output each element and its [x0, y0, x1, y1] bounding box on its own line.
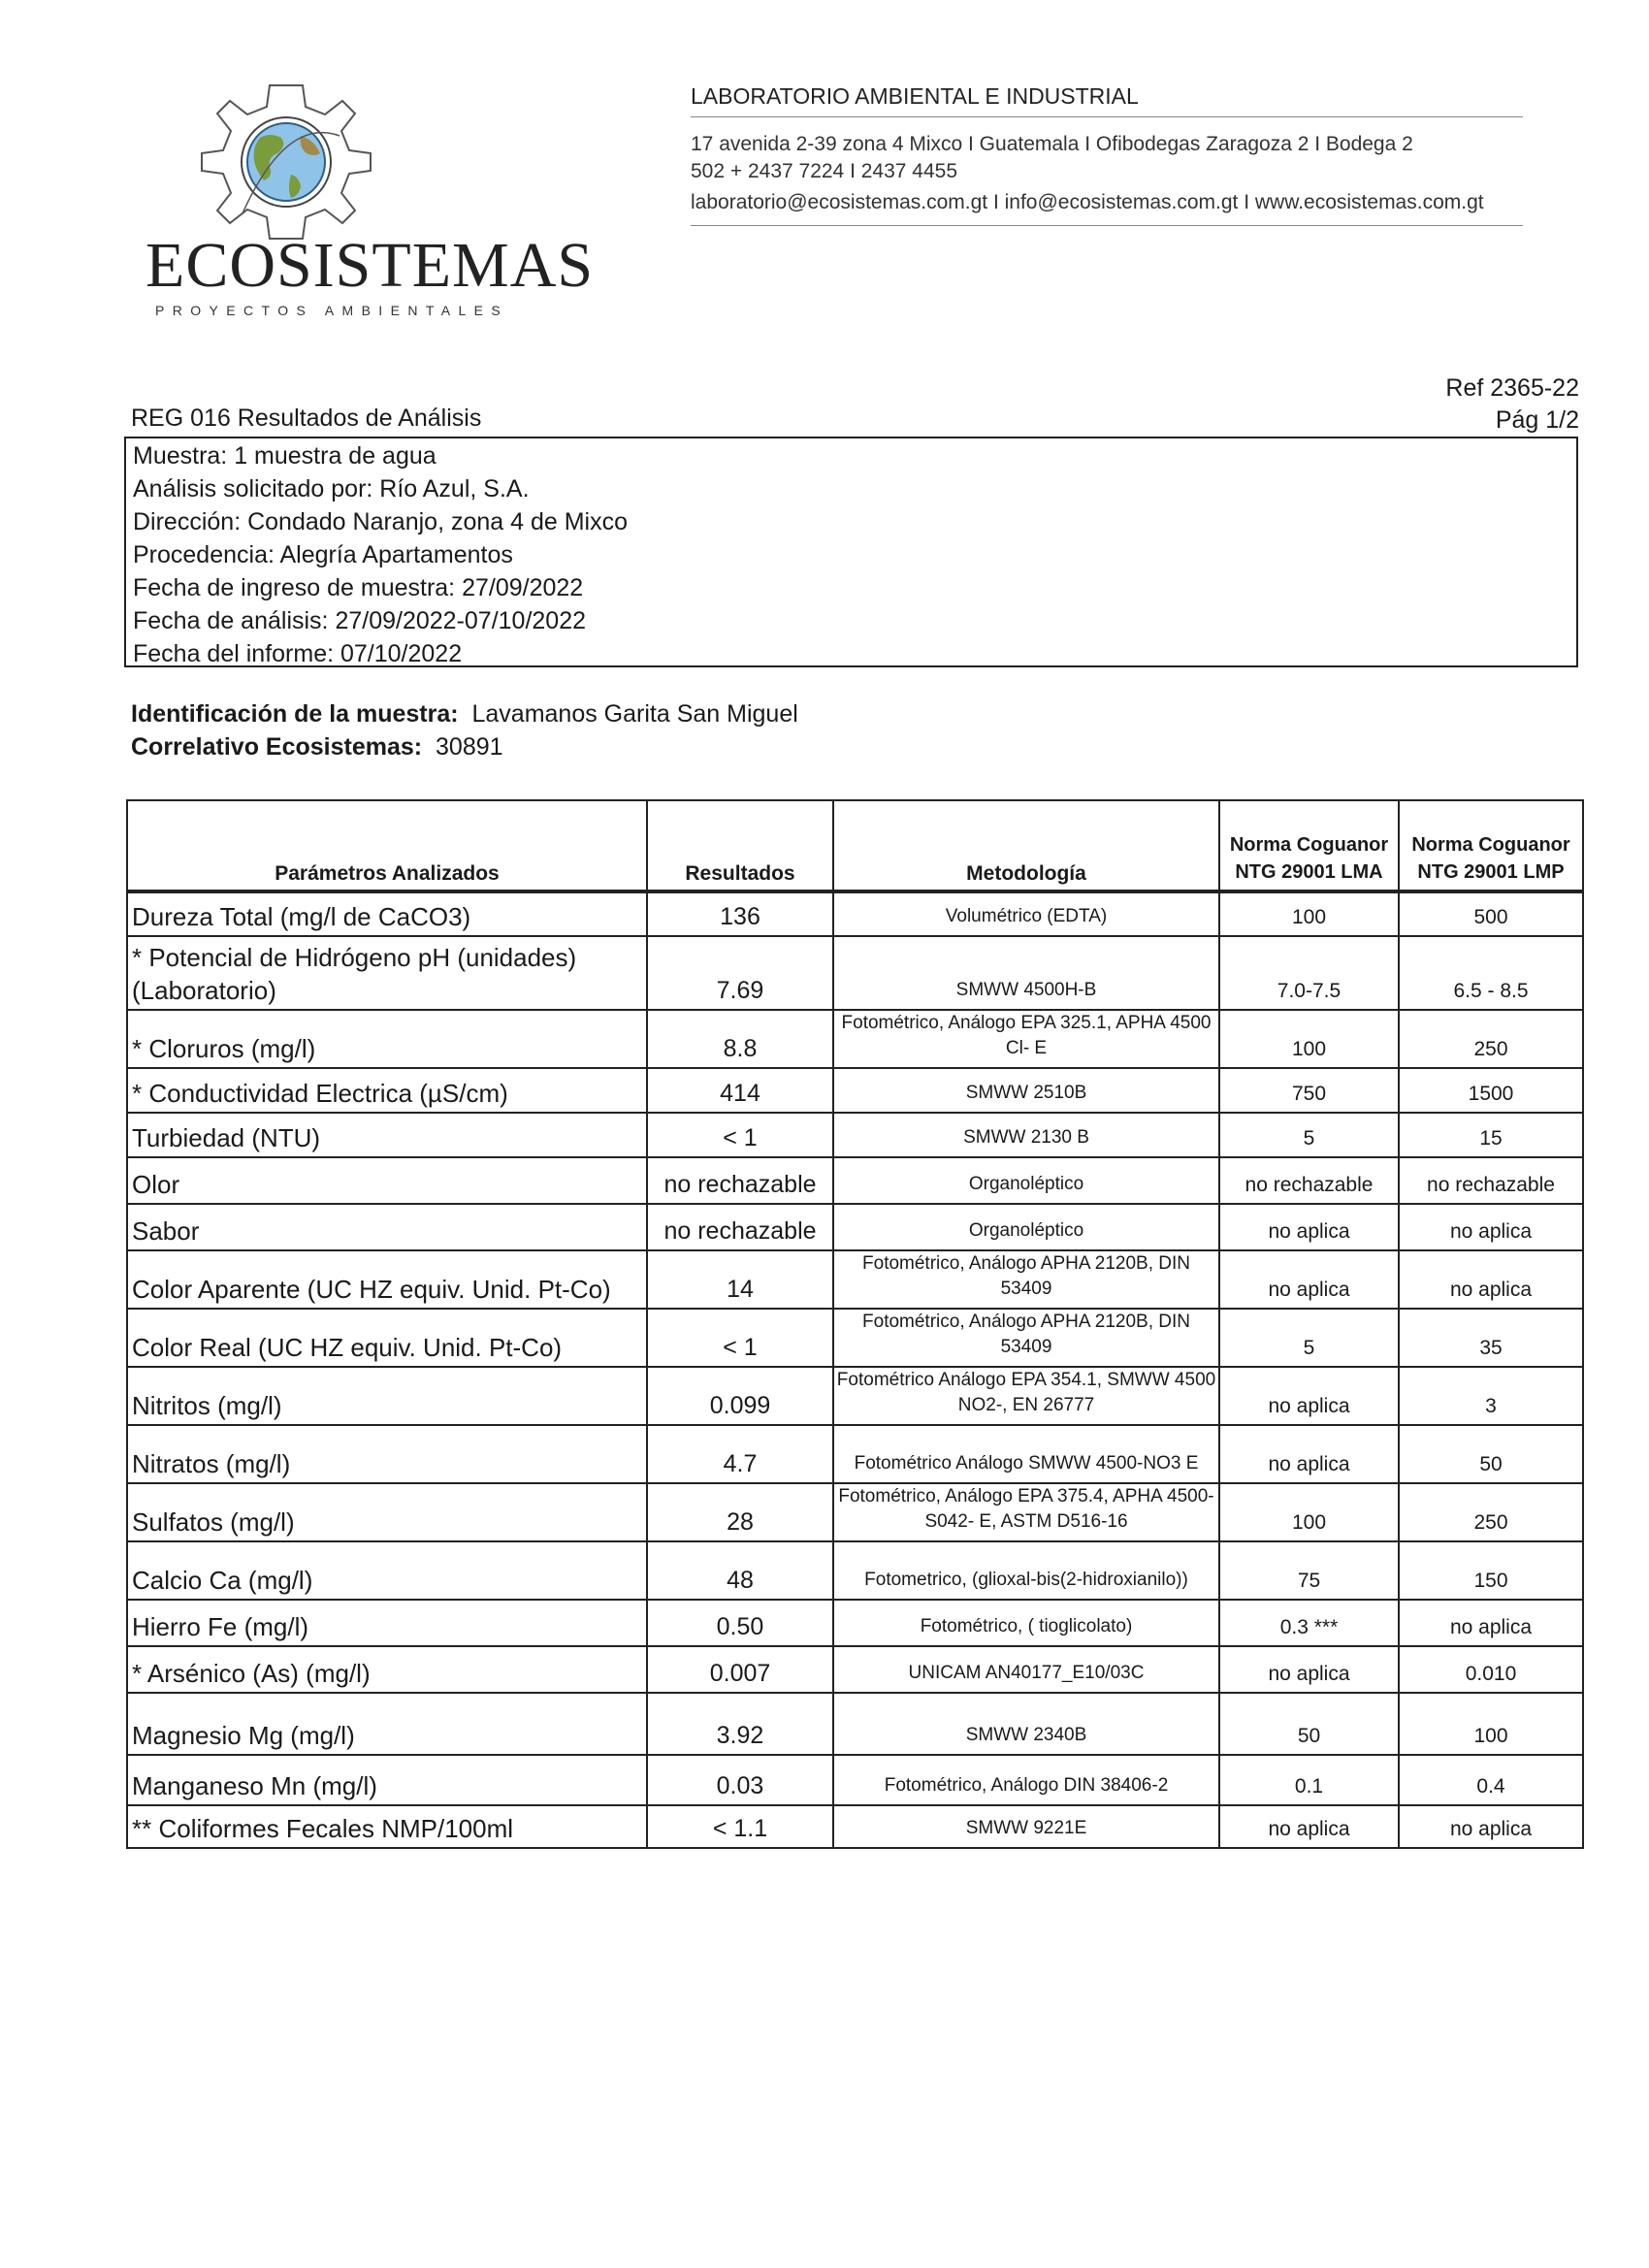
- parameter-cell: Turbiedad (NTU): [127, 1113, 647, 1157]
- table-row: [127, 1600, 1583, 1646]
- address-line: 17 avenida 2-39 zona 4 Mixco I Guatemala I Ofibodegas Zaragoza 2 I Bodega 2: [691, 133, 1413, 155]
- correlative-number: [131, 733, 503, 761]
- method-cell: Organoléptico: [833, 1204, 1219, 1250]
- header-divider: [691, 225, 1523, 226]
- table-row: [127, 1157, 1583, 1204]
- result-cell: 414: [647, 1068, 833, 1113]
- method-cell: Volumétrico (EDTA): [833, 891, 1219, 936]
- lma-cell: no aplica: [1219, 1250, 1399, 1309]
- lma-cell: 5: [1219, 1309, 1399, 1367]
- lma-cell: 0.3 ***: [1219, 1600, 1399, 1646]
- lab-title: LABORATORIO AMBIENTAL E INDUSTRIAL: [691, 83, 1139, 109]
- lma-cell: 0.1: [1219, 1755, 1399, 1805]
- lmp-cell: 1500: [1399, 1068, 1583, 1113]
- lma-cell: 100: [1219, 891, 1399, 936]
- sample-info-row: Fecha de análisis: 27/09/2022-07/10/2022: [133, 607, 587, 634]
- lmp-cell: 15: [1399, 1113, 1583, 1157]
- method-cell: Fotométrico, ( tioglicolato): [833, 1600, 1219, 1646]
- result-cell: no rechazable: [647, 1157, 833, 1204]
- sample-info-box: [124, 437, 1578, 667]
- parameter-cell: Dureza Total (mg/l de CaCO3): [127, 891, 647, 936]
- header-parameters: Parámetros Analizados: [127, 800, 647, 891]
- parameter-cell: Nitratos (mg/l): [127, 1425, 647, 1483]
- table-row: [127, 1483, 1583, 1541]
- table-row: [127, 1693, 1583, 1755]
- method-cell: SMWW 4500H-B: [833, 936, 1219, 1010]
- reference-number: Ref 2365-22: [1445, 374, 1579, 402]
- sample-info-row: Procedencia: Alegría Apartamentos: [133, 541, 513, 568]
- method-cell: SMWW 2340B: [833, 1693, 1219, 1755]
- lmp-cell: 250: [1399, 1010, 1583, 1068]
- lmp-cell: 100: [1399, 1693, 1583, 1755]
- brand-name: ECOSISTEMAS: [146, 230, 595, 301]
- sample-info-row: Muestra: 1 muestra de agua: [133, 442, 436, 470]
- lmp-cell: 3: [1399, 1367, 1583, 1425]
- result-cell: 4.7: [647, 1425, 833, 1483]
- method-cell: Fotométrico, Análogo APHA 2120B, DIN 53409: [833, 1309, 1219, 1367]
- correlative-value: 30891: [422, 733, 503, 761]
- result-cell: 3.92: [647, 1693, 833, 1755]
- result-cell: 28: [647, 1483, 833, 1541]
- parameter-cell: Hierro Fe (mg/l): [127, 1600, 647, 1646]
- table-row: [127, 1541, 1583, 1600]
- lmp-cell: no aplica: [1399, 1600, 1583, 1646]
- lmp-cell: 500: [1399, 891, 1583, 936]
- sample-info-row: Análisis solicitado por: Río Azul, S.A.: [133, 475, 530, 502]
- table-row: [127, 1425, 1583, 1483]
- table-row: [127, 1250, 1583, 1309]
- table-row: [127, 1068, 1583, 1113]
- table-row: [127, 936, 1583, 1010]
- contact-line: laboratorio@ecosistemas.com.gt I info@ecosistemas.com.gt I www.ecosistemas.com.gt: [691, 191, 1484, 213]
- method-cell: Organoléptico: [833, 1157, 1219, 1204]
- lma-cell: no aplica: [1219, 1646, 1399, 1693]
- lmp-cell: no rechazable: [1399, 1157, 1583, 1204]
- header-results: Resultados: [647, 800, 833, 891]
- table-row: [127, 1309, 1583, 1367]
- table-row: [127, 1646, 1583, 1693]
- report-title: REG 016 Resultados de Análisis: [131, 405, 482, 432]
- phone-line: 502 + 2437 7224 I 2437 4455: [691, 160, 958, 182]
- results-table: [126, 799, 1584, 1849]
- parameter-cell: ** Coliformes Fecales NMP/100ml: [127, 1805, 647, 1848]
- result-cell: 48: [647, 1541, 833, 1600]
- result-cell: 0.03: [647, 1755, 833, 1805]
- method-cell: Fotométrico, Análogo EPA 375.4, APHA 4500-S042- E, ASTM D516-16: [833, 1483, 1219, 1541]
- result-cell: no rechazable: [647, 1204, 833, 1250]
- method-cell: SMWW 2130 B: [833, 1113, 1219, 1157]
- table-row: [127, 1805, 1583, 1848]
- parameter-cell: Sabor: [127, 1204, 647, 1250]
- result-cell: < 1: [647, 1113, 833, 1157]
- result-cell: 0.099: [647, 1367, 833, 1425]
- method-cell: Fotométrico, Análogo EPA 325.1, APHA 4500 Cl- E: [833, 1010, 1219, 1068]
- parameter-cell: * Conductividad Electrica (µS/cm): [127, 1068, 647, 1113]
- table-header-row: [127, 800, 1583, 891]
- method-cell: SMWW 9221E: [833, 1805, 1219, 1848]
- header-methodology: Metodología: [833, 800, 1219, 891]
- method-cell: Fotometrico, (glioxal-bis(2-hidroxianilo)): [833, 1541, 1219, 1600]
- result-cell: 0.007: [647, 1646, 833, 1693]
- lmp-cell: 50: [1399, 1425, 1583, 1483]
- lmp-cell: 0.010: [1399, 1646, 1583, 1693]
- lma-cell: 750: [1219, 1068, 1399, 1113]
- sample-info-row: Fecha de ingreso de muestra: 27/09/2022: [133, 574, 584, 601]
- table-row: [127, 1367, 1583, 1425]
- lmp-cell: 150: [1399, 1541, 1583, 1600]
- parameter-cell: Calcio Ca (mg/l): [127, 1541, 647, 1600]
- result-cell: 8.8: [647, 1010, 833, 1068]
- lma-cell: 100: [1219, 1483, 1399, 1541]
- lmp-cell: 35: [1399, 1309, 1583, 1367]
- sample-identification-label: Identificación de la muestra:: [131, 700, 459, 728]
- lmp-cell: no aplica: [1399, 1250, 1583, 1309]
- lma-cell: 75: [1219, 1541, 1399, 1600]
- method-cell: Fotométrico Análogo EPA 354.1, SMWW 4500 NO2-, EN 26777: [833, 1367, 1219, 1425]
- parameter-cell: Manganeso Mn (mg/l): [127, 1755, 647, 1805]
- table-row: [127, 891, 1583, 936]
- header-lma: Norma Coguanor NTG 29001 LMA: [1219, 800, 1399, 891]
- result-cell: 136: [647, 891, 833, 936]
- table-row: [127, 1204, 1583, 1250]
- correlative-label: Correlativo Ecosistemas:: [131, 733, 423, 761]
- parameter-cell: Color Real (UC HZ equiv. Unid. Pt-Co): [127, 1309, 647, 1367]
- parameter-cell: * Arsénico (As) (mg/l): [127, 1646, 647, 1693]
- parameter-cell: Olor: [127, 1157, 647, 1204]
- result-cell: 14: [647, 1250, 833, 1309]
- method-cell: Fotométrico, Análogo DIN 38406-2: [833, 1755, 1219, 1805]
- lmp-cell: 6.5 - 8.5: [1399, 936, 1583, 1010]
- lma-cell: 50: [1219, 1693, 1399, 1755]
- parameter-cell: * Cloruros (mg/l): [127, 1010, 647, 1068]
- parameter-cell: * Potencial de Hidrógeno pH (unidades) (Laboratorio): [127, 936, 647, 1010]
- parameter-cell: Magnesio Mg (mg/l): [127, 1693, 647, 1755]
- result-cell: 0.50: [647, 1600, 833, 1646]
- table-row: [127, 1113, 1583, 1157]
- lmp-cell: no aplica: [1399, 1204, 1583, 1250]
- page-number: Pág 1/2: [1495, 406, 1579, 434]
- lma-cell: no aplica: [1219, 1805, 1399, 1848]
- lma-cell: 100: [1219, 1010, 1399, 1068]
- sample-identification-value: Lavamanos Garita San Miguel: [458, 700, 798, 728]
- method-cell: UNICAM AN40177_E10/03C: [833, 1646, 1219, 1693]
- result-cell: < 1: [647, 1309, 833, 1367]
- lma-cell: no rechazable: [1219, 1157, 1399, 1204]
- lmp-cell: 250: [1399, 1483, 1583, 1541]
- sample-info-row: Dirección: Condado Naranjo, zona 4 de Mixco: [133, 508, 628, 535]
- header-lmp: Norma Coguanor NTG 29001 LMP: [1399, 800, 1583, 891]
- header-divider: [691, 116, 1523, 117]
- parameter-cell: Color Aparente (UC HZ equiv. Unid. Pt-Co): [127, 1250, 647, 1309]
- table-row: [127, 1010, 1583, 1068]
- sample-info-row: Fecha del informe: 07/10/2022: [133, 640, 463, 667]
- lma-cell: 7.0-7.5: [1219, 936, 1399, 1010]
- table-row: [127, 1755, 1583, 1805]
- lma-cell: no aplica: [1219, 1425, 1399, 1483]
- result-cell: < 1.1: [647, 1805, 833, 1848]
- lma-cell: 5: [1219, 1113, 1399, 1157]
- method-cell: Fotométrico, Análogo APHA 2120B, DIN 53409: [833, 1250, 1219, 1309]
- method-cell: Fotométrico Análogo SMWW 4500-NO3 E: [833, 1425, 1219, 1483]
- brand-subtitle: PROYECTOS AMBIENTALES: [155, 303, 509, 318]
- method-cell: SMWW 2510B: [833, 1068, 1219, 1113]
- result-cell: 7.69: [647, 936, 833, 1010]
- lma-cell: no aplica: [1219, 1204, 1399, 1250]
- lma-cell: no aplica: [1219, 1367, 1399, 1425]
- lmp-cell: no aplica: [1399, 1805, 1583, 1848]
- globe-icon: [242, 123, 340, 213]
- parameter-cell: Sulfatos (mg/l): [127, 1483, 647, 1541]
- sample-identification: [131, 700, 798, 729]
- parameter-cell: Nitritos (mg/l): [127, 1367, 647, 1425]
- lmp-cell: 0.4: [1399, 1755, 1583, 1805]
